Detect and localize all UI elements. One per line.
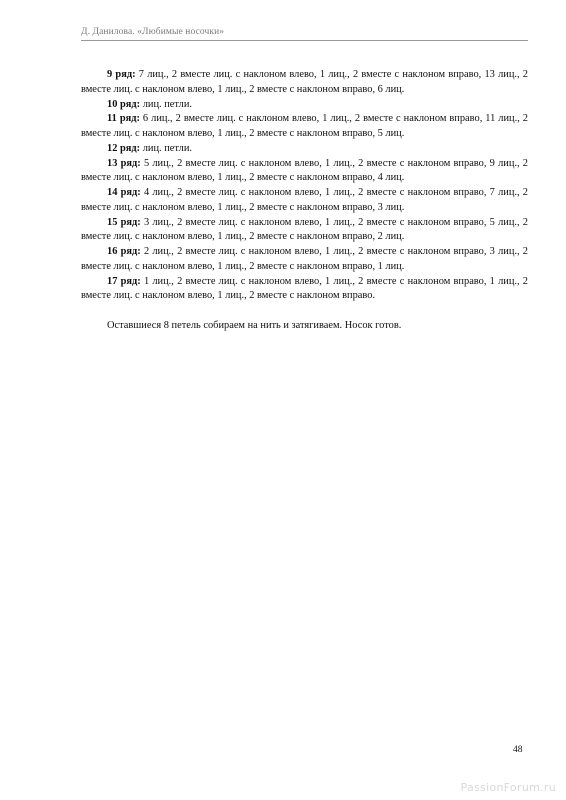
row-label: 16 ряд: xyxy=(107,246,141,257)
row-paragraph xyxy=(81,68,528,98)
closing-paragraph: Оставшиеся 8 петель собираем на нить и затягиваем. Носок готов. xyxy=(107,320,402,331)
row-label: 11 ряд: xyxy=(107,113,140,125)
row-label: 17 ряд: xyxy=(107,275,141,287)
row-text: 1 лиц., 2 вместе лиц. с наклоном влево, 1 лиц., 2 вместе с наклоном вправо, 1 лиц., 2 вместе лиц. с наклоном влево, 1 лиц., 2 вместе с наклоном вправо. xyxy=(81,275,528,302)
row-text: 2 лиц., 2 вместе лиц. с наклоном влево, 1 лиц., 2 вместе с наклоном вправо, 3 лиц., 2 вместе лиц. с наклоном влево, 1 лиц., 2 вместе с наклоном вправо, 1 лиц. xyxy=(81,246,528,272)
row-paragraph xyxy=(81,245,528,275)
row-text: 3 лиц., 2 вместе лиц. с наклоном влево, 1 лиц., 2 вместе с наклоном вправо, 5 лиц., 2 вместе лиц. с наклоном влево, 1 лиц., 2 вместе с наклоном вправо, 2 лиц. xyxy=(81,216,528,243)
watermark: PassionForum.ru xyxy=(460,781,556,794)
page-number: 48 xyxy=(513,745,523,755)
header-rule xyxy=(81,40,528,41)
row-paragraph xyxy=(81,186,528,216)
row-paragraph xyxy=(81,112,528,142)
row-label: 15 ряд: xyxy=(107,216,141,228)
row-text: 6 лиц., 2 вместе лиц. с наклоном влево, 1 лиц., 2 вместе с наклоном вправо, 11 лиц., 2 вместе лиц. с наклоном влево, 1 лиц., 2 вместе с наклоном вправо, 5 лиц. xyxy=(81,113,528,139)
row-text: 4 лиц., 2 вместе лиц. с наклоном влево, 1 лиц., 2 вместе с наклоном вправо, 7 лиц., 2 вместе лиц. с наклоном влево, 1 лиц., 2 вместе с наклоном вправо, 3 лиц. xyxy=(81,187,528,213)
row-label: 9 ряд: xyxy=(107,69,136,80)
body-text xyxy=(81,68,528,334)
row-paragraph xyxy=(81,142,528,157)
row-text: лиц. петли. xyxy=(140,98,193,110)
row-label: 14 ряд: xyxy=(107,187,141,198)
running-header: Д. Данилова. «Любимые носочки» xyxy=(81,27,225,37)
row-paragraph xyxy=(81,157,528,187)
row-label: 13 ряд: xyxy=(107,157,141,169)
row-text: 7 лиц., 2 вместе лиц. с наклоном влево, 1 лиц., 2 вместе с наклоном вправо, 13 лиц., 2 вместе лиц. с наклоном влево, 1 лиц., 2 вместе с наклоном вправо, 6 лиц. xyxy=(81,69,528,95)
row-text: 5 лиц., 2 вместе лиц. с наклоном влево, 1 лиц., 2 вместе с наклоном вправо, 9 лиц., 2 вместе лиц. с наклоном влево, 1 лиц., 2 вместе с наклоном вправо, 4 лиц. xyxy=(81,157,528,184)
row-label: 12 ряд: xyxy=(107,142,141,154)
row-paragraph xyxy=(81,216,528,246)
row-paragraph xyxy=(81,275,528,305)
row-text: лиц. петли. xyxy=(140,142,193,154)
row-paragraph xyxy=(81,98,528,113)
row-label: 10 ряд: xyxy=(107,98,141,110)
